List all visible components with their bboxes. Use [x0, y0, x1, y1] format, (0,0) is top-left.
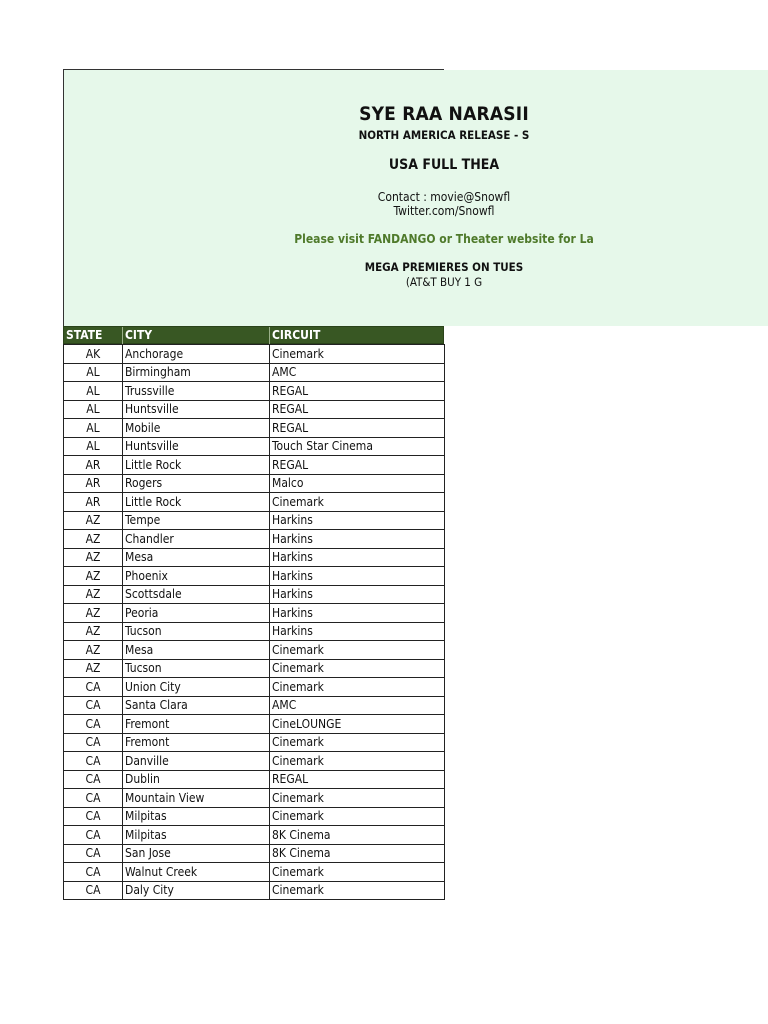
circuit-cell: Harkins [270, 548, 445, 567]
city-cell: Fremont [123, 733, 270, 752]
city-cell: Santa Clara [123, 696, 270, 715]
movie-title: SYE RAA NARASII [359, 103, 529, 125]
state-cell: CA [64, 807, 123, 826]
table-row [64, 493, 445, 512]
state-cell: AL [64, 363, 123, 382]
circuit-cell: REGAL [270, 382, 445, 401]
city-cell: Trussville [123, 382, 270, 401]
state-cell: AZ [64, 622, 123, 641]
header-city: CITY [123, 327, 270, 344]
city-cell: Union City [123, 678, 270, 697]
city-cell: Huntsville [123, 437, 270, 456]
circuit-cell: REGAL [270, 419, 445, 438]
city-cell: Little Rock [123, 456, 270, 475]
circuit-cell: AMC [270, 696, 445, 715]
table-row [64, 844, 445, 863]
table-row [64, 363, 445, 382]
contact-twitter: Twitter.com/Snowfl [393, 204, 495, 218]
table-row [64, 511, 445, 530]
state-cell: AR [64, 474, 123, 493]
table-row [64, 881, 445, 900]
city-cell: Chandler [123, 530, 270, 549]
state-cell: AK [64, 345, 123, 364]
state-cell: CA [64, 715, 123, 734]
table-row [64, 659, 445, 678]
circuit-cell: Cinemark [270, 493, 445, 512]
table-row [64, 419, 445, 438]
state-cell: AL [64, 437, 123, 456]
circuit-cell: Cinemark [270, 733, 445, 752]
city-cell: Milpitas [123, 807, 270, 826]
table-row [64, 696, 445, 715]
city-cell: Little Rock [123, 493, 270, 512]
state-cell: CA [64, 863, 123, 882]
city-cell: Tucson [123, 622, 270, 641]
table-row [64, 456, 445, 475]
table-row [64, 345, 445, 364]
table-row [64, 548, 445, 567]
circuit-cell: Harkins [270, 511, 445, 530]
city-cell: Birmingham [123, 363, 270, 382]
city-cell: Mesa [123, 641, 270, 660]
circuit-cell: CineLOUNGE [270, 715, 445, 734]
table-row [64, 437, 445, 456]
table-row [64, 474, 445, 493]
table-row [64, 622, 445, 641]
state-cell: AZ [64, 641, 123, 660]
state-cell: AZ [64, 567, 123, 586]
circuit-cell: AMC [270, 363, 445, 382]
mega-premieres-line: MEGA PREMIERES ON TUES [364, 260, 524, 274]
circuit-cell: 8K Cinema [270, 826, 445, 845]
circuit-cell: Cinemark [270, 641, 445, 660]
city-cell: Fremont [123, 715, 270, 734]
table-row [64, 770, 445, 789]
city-cell: Dublin [123, 770, 270, 789]
state-cell: AL [64, 382, 123, 401]
header-state: STATE [64, 327, 123, 344]
release-banner [64, 70, 768, 326]
table-row [64, 789, 445, 808]
city-cell: Tempe [123, 511, 270, 530]
city-cell: Walnut Creek [123, 863, 270, 882]
table-row [64, 585, 445, 604]
release-subtitle: NORTH AMERICA RELEASE - S [358, 128, 530, 142]
att-offer-line: (AT&T BUY 1 G [405, 275, 483, 289]
city-cell: Mesa [123, 548, 270, 567]
state-cell: CA [64, 826, 123, 845]
circuit-cell: REGAL [270, 456, 445, 475]
theater-list-heading: USA FULL THEA [388, 157, 500, 173]
contact-block [64, 190, 768, 218]
state-cell: CA [64, 678, 123, 697]
circuit-cell: Harkins [270, 622, 445, 641]
state-cell: CA [64, 752, 123, 771]
circuit-cell: Touch Star Cinema [270, 437, 445, 456]
table-row [64, 826, 445, 845]
state-cell: AZ [64, 659, 123, 678]
table-row [64, 530, 445, 549]
table-row [64, 641, 445, 660]
state-cell: AZ [64, 548, 123, 567]
circuit-cell: Cinemark [270, 789, 445, 808]
table-row [64, 567, 445, 586]
circuit-cell: Harkins [270, 530, 445, 549]
state-cell: CA [64, 789, 123, 808]
state-cell: AZ [64, 511, 123, 530]
circuit-cell: Cinemark [270, 659, 445, 678]
table-header [63, 326, 444, 344]
city-cell: Daly City [123, 881, 270, 900]
city-cell: Anchorage [123, 345, 270, 364]
circuit-cell: 8K Cinema [270, 844, 445, 863]
city-cell: Rogers [123, 474, 270, 493]
table-row [64, 400, 445, 419]
city-cell: Mobile [123, 419, 270, 438]
city-cell: Mountain View [123, 789, 270, 808]
state-cell: CA [64, 770, 123, 789]
city-cell: Scottsdale [123, 585, 270, 604]
circuit-cell: Harkins [270, 567, 445, 586]
state-cell: CA [64, 733, 123, 752]
state-cell: AZ [64, 530, 123, 549]
state-cell: AR [64, 493, 123, 512]
visit-note: Please visit FANDANGO or Theater website for La [294, 232, 594, 246]
table-row [64, 604, 445, 623]
theater-table-body [64, 345, 445, 900]
circuit-cell: Cinemark [270, 881, 445, 900]
circuit-cell: Cinemark [270, 863, 445, 882]
city-cell: Huntsville [123, 400, 270, 419]
state-cell: AZ [64, 604, 123, 623]
table-row [64, 752, 445, 771]
state-cell: AL [64, 400, 123, 419]
state-cell: CA [64, 881, 123, 900]
contact-email: Contact : movie@Snowfl [377, 190, 511, 204]
circuit-cell: Malco [270, 474, 445, 493]
state-cell: AZ [64, 585, 123, 604]
city-cell: Phoenix [123, 567, 270, 586]
table-row [64, 678, 445, 697]
city-cell: Milpitas [123, 826, 270, 845]
table-row [64, 807, 445, 826]
circuit-cell: Harkins [270, 604, 445, 623]
circuit-cell: Cinemark [270, 752, 445, 771]
city-cell: Peoria [123, 604, 270, 623]
circuit-cell: Cinemark [270, 345, 445, 364]
state-cell: AL [64, 419, 123, 438]
state-cell: CA [64, 696, 123, 715]
theater-table [63, 344, 445, 900]
state-cell: AR [64, 456, 123, 475]
city-cell: Tucson [123, 659, 270, 678]
circuit-cell: Cinemark [270, 678, 445, 697]
circuit-cell: Cinemark [270, 807, 445, 826]
table-row [64, 715, 445, 734]
circuit-cell: Harkins [270, 585, 445, 604]
circuit-cell: REGAL [270, 400, 445, 419]
table-row [64, 863, 445, 882]
header-circuit: CIRCUIT [272, 328, 321, 342]
table-row [64, 382, 445, 401]
table-row [64, 733, 445, 752]
mega-premieres [64, 260, 768, 290]
circuit-cell: REGAL [270, 770, 445, 789]
state-cell: CA [64, 844, 123, 863]
city-cell: San Jose [123, 844, 270, 863]
city-cell: Danville [123, 752, 270, 771]
